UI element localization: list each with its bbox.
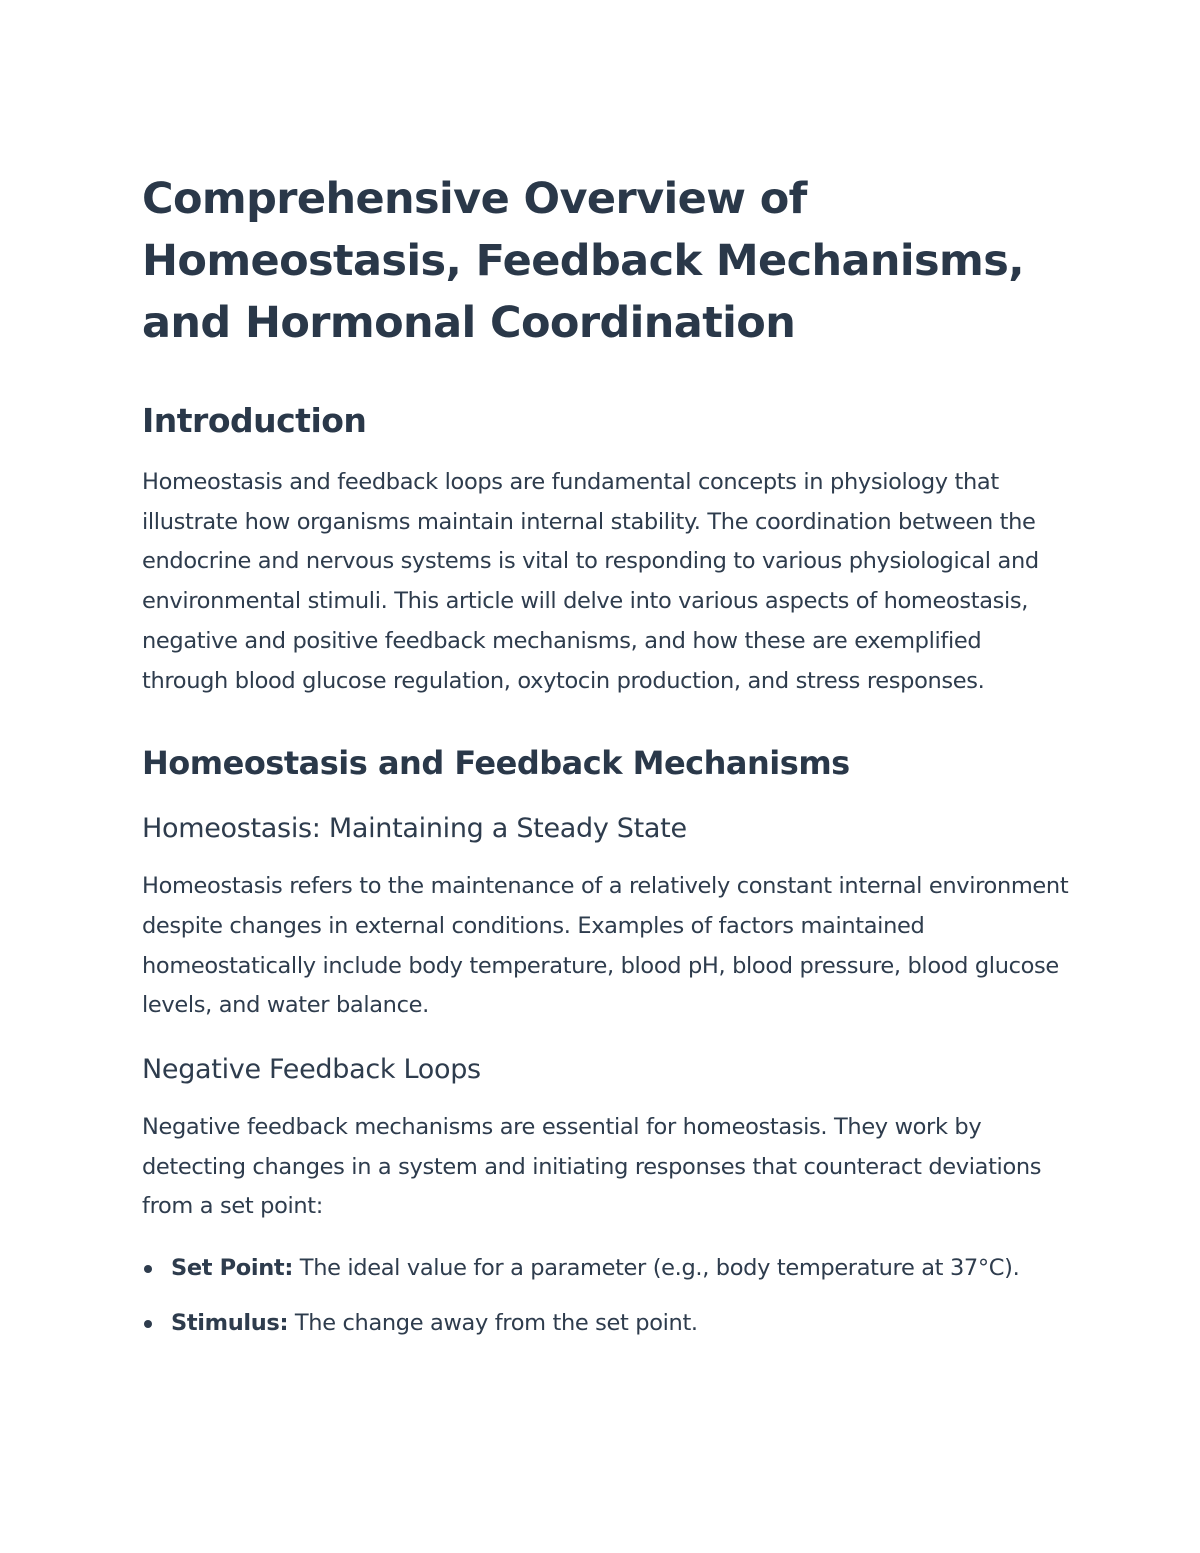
- negative-feedback-paragraph: Negative feedback mechanisms are essential for homeostasis. They work by detecting changes in a system and initiating responses that counteract deviations from a set point:: [142, 1114, 1042, 1220]
- list-item-text: The ideal value for a parameter (e.g., body temperature at 37°C).: [293, 1255, 1020, 1282]
- introduction-paragraph: Homeostasis and feedback loops are fundamental concepts in physiology that illustrate how organisms maintain internal stability. The coordination between the endocrine and nervous systems is vital to responding to various physiological and environmental stimuli. This article will delve into various aspects of homeostasis, negative and positive feedback mechanisms, and how these are exemplified through blood glucose regulation, oxytocin production, and stress responses.: [142, 469, 1039, 694]
- feedback-components-list: [142, 1249, 1072, 1343]
- document-page: [142, 168, 1072, 1359]
- list-item-term: Stimulus:: [171, 1309, 289, 1336]
- homeostasis-paragraph: Homeostasis refers to the maintenance of a relatively constant internal environment despite changes in external conditions. Examples of factors maintained homeostatically include body temperature, blood pH, blood pressure, blood glucose levels, and water balance.: [142, 873, 1069, 1019]
- negative-feedback-heading: Negative Feedback Loops: [142, 1054, 481, 1086]
- list-item: [142, 1304, 1072, 1344]
- title-line-1: Comprehensive Overview of: [142, 174, 807, 224]
- homeostasis-heading: Homeostasis: Maintaining a Steady State: [142, 813, 687, 845]
- introduction-heading: Introduction: [142, 401, 367, 440]
- title-line-3: and Hormonal Coordination: [142, 298, 796, 348]
- bullet-icon: [144, 1265, 152, 1273]
- section-heading: Homeostasis and Feedback Mechanisms: [142, 744, 850, 783]
- list-item-term: Set Point:: [171, 1255, 293, 1282]
- bullet-icon: [144, 1320, 152, 1328]
- document-title: [142, 168, 1072, 354]
- list-item-text: The change away from the set point.: [288, 1309, 698, 1336]
- list-item: [142, 1249, 1072, 1289]
- title-line-2: Homeostasis, Feedback Mechanisms,: [142, 236, 1024, 286]
